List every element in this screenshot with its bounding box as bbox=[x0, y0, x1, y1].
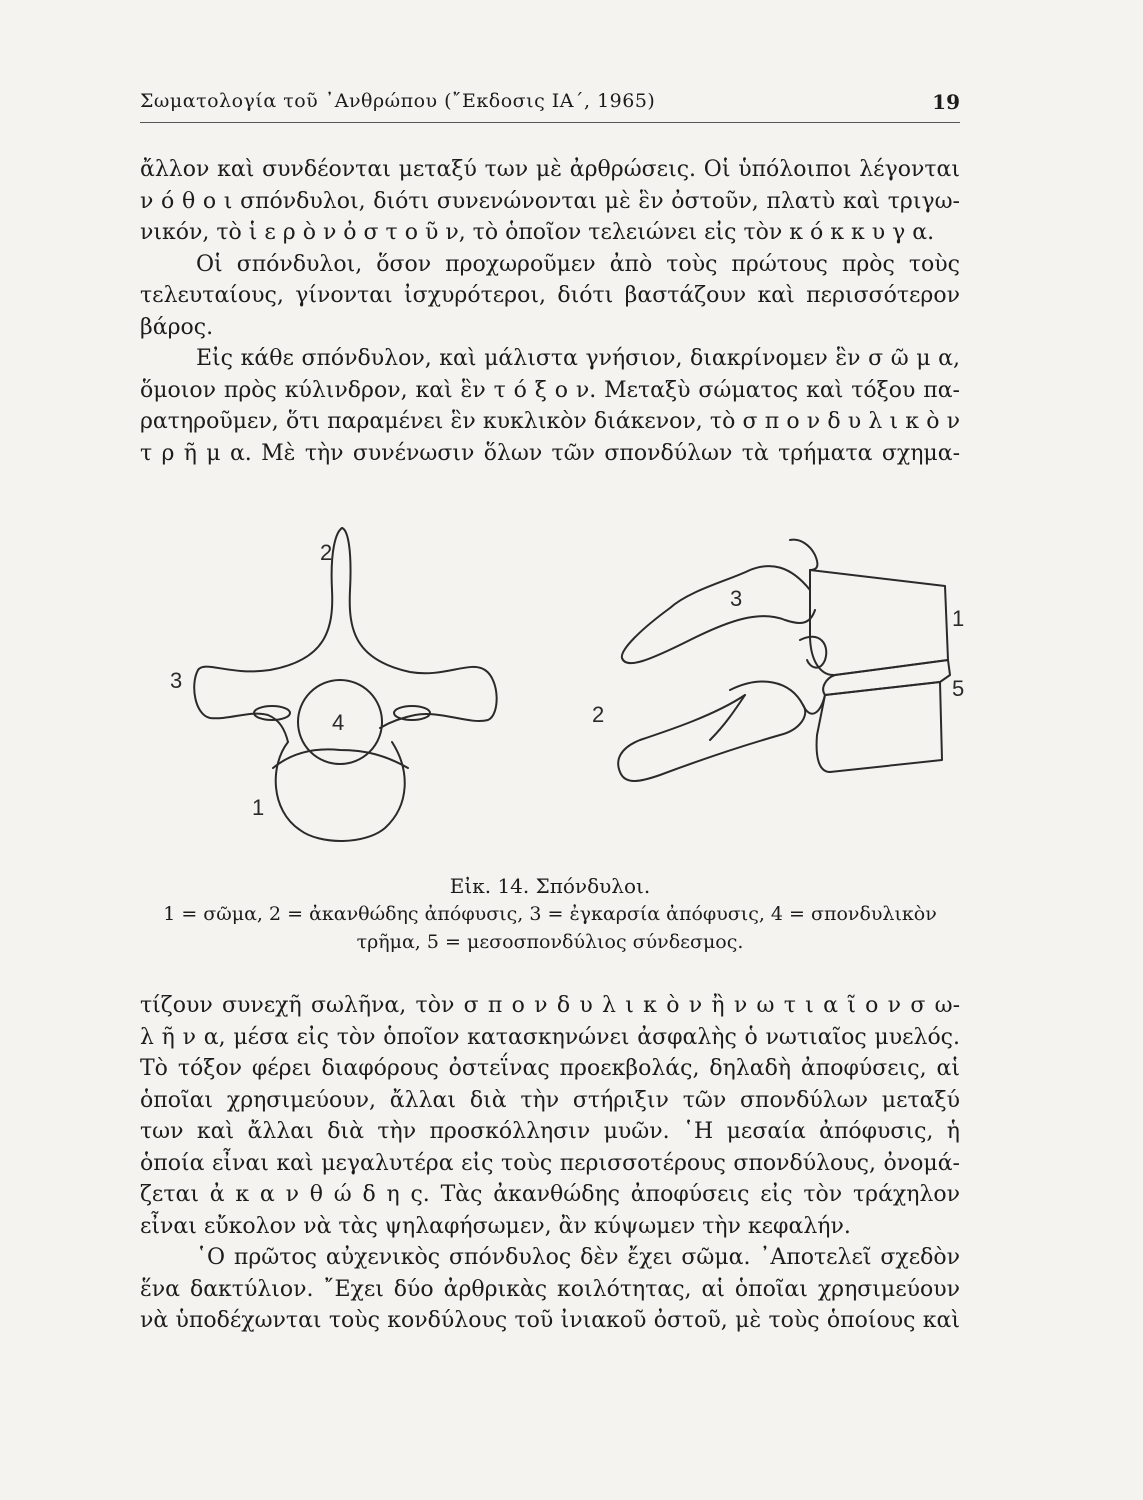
text-line: τ ρ ῆ μ α. Μὲ τὴν συνένωσιν ὅλων τῶν σπονδύλων τὰ τρήματα σχημα- bbox=[140, 440, 960, 466]
text-line: βάρος. bbox=[140, 314, 214, 340]
figure-caption bbox=[140, 872, 960, 956]
lower-vertebral-body bbox=[817, 682, 942, 772]
vertebra-top-view bbox=[194, 528, 496, 841]
vertebra-figure bbox=[170, 510, 970, 870]
text-line: Εἰς κάθε σπόνδυλον, καὶ μάλιστα γνήσιον, διακρίνομεν ἓν σ ῶ μ α, bbox=[196, 346, 960, 371]
running-header bbox=[140, 88, 960, 123]
text-line: Τὸ τόξον φέρει διαφόρους ὀστεΐνας προεκβολάς, δηλαδὴ ἀποφύσεις, αἱ bbox=[140, 1056, 960, 1081]
page-number: 19 bbox=[932, 90, 960, 114]
label-ligament: 5 bbox=[952, 676, 965, 701]
label-body: 1 bbox=[252, 795, 265, 820]
text-line: των καὶ ἄλλαι διὰ τὴν προσκόλλησιν μυῶν. ῾Η μεσαία ἀπόφυσις, ἡ bbox=[140, 1119, 960, 1144]
running-title: Σωματολογία τοῦ ᾿Ανθρώπου (῎Εκδοσις ΙΑ΄, 1965) bbox=[140, 90, 656, 112]
label-body-side: 1 bbox=[952, 606, 965, 631]
text-line: ζεται ἀ κ α ν θ ώ δ η ς. Τὰς ἀκανθώδης ἀποφύσεις εἰς τὸν τράχηλον bbox=[140, 1182, 960, 1207]
text-line: εἶναι εὔκολον νὰ τὰς ψηλαφήσωμεν, ἂν κύψωμεν τὴν κεφαλήν. bbox=[140, 1213, 851, 1239]
text-line: ρατηροῦμεν, ὅτι παραμένει ἓν κυκλικὸν διάκενον, τὸ σ π ο ν δ υ λ ι κ ὸ ν bbox=[140, 409, 960, 434]
body-inner-line bbox=[273, 749, 408, 768]
label-spinous-side: 2 bbox=[592, 702, 605, 727]
upper-transverse-process bbox=[622, 566, 815, 663]
facet-joint bbox=[800, 637, 826, 668]
label-foramen: 4 bbox=[332, 710, 345, 735]
upper-vertebral-body bbox=[810, 570, 948, 675]
spinous-process-outline bbox=[342, 528, 497, 728]
text-line: ὅμοιον πρὸς κύλινδρον, καὶ ἓν τ ό ξ ο ν. Μεταξὺ σώματος καὶ τόξου πα- bbox=[140, 377, 960, 403]
arch-line bbox=[710, 695, 745, 740]
body-text-top bbox=[140, 154, 960, 469]
upper-spinous-process bbox=[790, 540, 817, 570]
body-text-bottom bbox=[140, 990, 960, 1337]
text-line: ὁποία εἶναι καὶ μεγαλυτέρα εἰς τοὺς περισσοτέρους σπονδύλους, ὀνομά- bbox=[140, 1150, 960, 1176]
text-line: ν ό θ ο ι σπόνδυλοι, διότι συνενώνονται μὲ ἓν ὀστοῦν, πλατὺ καὶ τριγω- bbox=[140, 188, 960, 214]
caption-legend: τρῆμα, 5 = μεσοσπονδύλιος σύνδεσμος. bbox=[356, 931, 744, 953]
intervertebral-disc bbox=[823, 660, 950, 695]
text-line: νικόν, τὸ ἱ ε ρ ὸ ν ὀ σ τ ο ῦ ν, τὸ ὁποῖον τελειώνει εἰς τὸν κ ό κ κ υ γ α. bbox=[140, 220, 935, 245]
text-line: ὁποῖαι χρησιμεύουν, ἄλλαι διὰ τὴν στήριξιν τῶν σπονδύλων μεταξύ bbox=[140, 1087, 960, 1113]
text-line: ἄλλον καὶ συνδέονται μεταξύ των μὲ ἀρθρώσεις. Οἱ ὑπόλοιποι λέγονται bbox=[140, 157, 960, 182]
label-transverse-side: 3 bbox=[730, 586, 743, 611]
text-line: ῾Ο πρῶτος αὐχενικὸς σπόνδυλος δὲν ἔχει σῶμα. ᾿Αποτελεῖ σχεδὸν bbox=[196, 1245, 960, 1270]
text-line: ἕνα δακτύλιον. ῎Εχει δύο ἀρθρικὰς κοιλότητας, αἱ ὁποῖαι χρησιμεύουν bbox=[140, 1276, 960, 1302]
text-line: Οἱ σπόνδυλοι, ὅσον προχωροῦμεν ἀπὸ τοὺς πρώτους πρὸς τοὺς bbox=[196, 251, 960, 277]
text-line: νὰ ὑποδέχωνται τοὺς κονδύλους τοῦ ἰνιακοῦ ὀστοῦ, μὲ τοὺς ὁποίους καὶ bbox=[140, 1308, 960, 1333]
label-spinous: 2 bbox=[320, 540, 333, 565]
text-line: τίζουν συνεχῆ σωλῆνα, τὸν σ π ο ν δ υ λ ι κ ὸ ν ἢ ν ω τ ι α ῖ ο ν σ ω- bbox=[140, 993, 960, 1018]
caption-legend: 1 = σῶμα, 2 = ἀκανθώδης ἀπόφυσις, 3 = ἐγκαρσία ἀπόφυσις, 4 = σπονδυλικὸν bbox=[163, 903, 937, 925]
text-line: λ ῆ ν α, μέσα εἰς τὸν ὁποῖον κατασκηνώνει ἀσφαλὴς ὁ νωτιαῖος μυελός. bbox=[140, 1024, 960, 1050]
text-line: τελευταίους, γίνονται ἰσχυρότεροι, διότι βαστάζουν καὶ περισσότερον bbox=[140, 283, 960, 308]
caption-title: Εἰκ. 14. Σπόνδυλοι. bbox=[449, 874, 651, 898]
vertebra-side-view bbox=[618, 540, 950, 781]
label-transverse: 3 bbox=[170, 668, 183, 693]
